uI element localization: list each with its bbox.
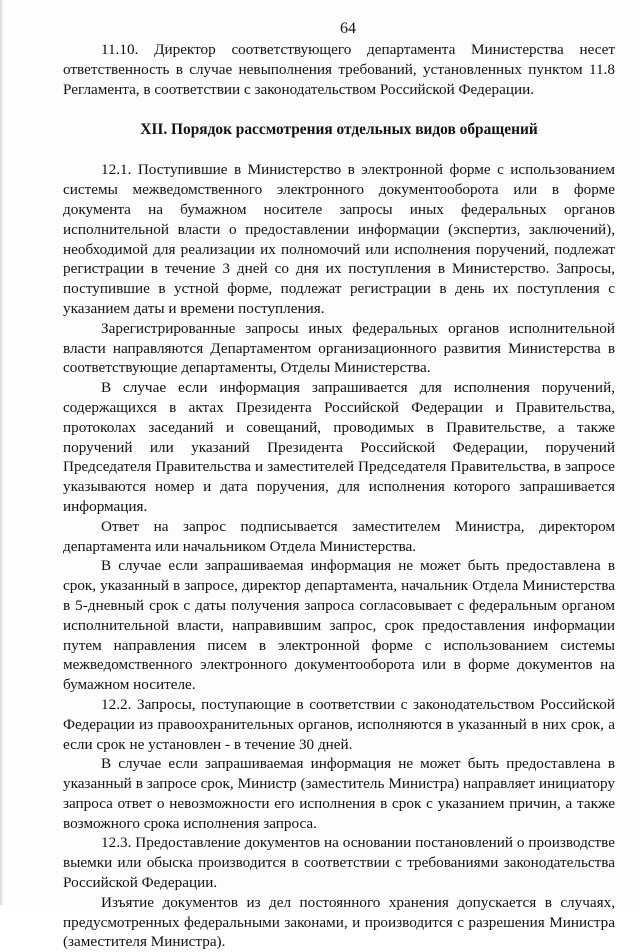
scan-edge [0,0,3,905]
paragraph-reply-signature: Ответ на запрос подписывается заместителем Министра, директором департамента или начальником Отдела Министерства. [63,517,615,555]
paragraph-11-10: 11.10. Директор соответствующего департамента Министерства несет ответственность в случае невыполнения требований, установленных пунктом 11.8 Регламента, в соответствии с законодательством Российской Федерации. [63,41,615,98]
paragraph-12-3: 12.3. Предоставление документов на основании постановлений о производстве выемки или обыска производится в соответствии с требованиями законодательства Российской Федерации. [63,834,615,892]
page-number: 64 [340,20,356,37]
page-content [63,40,615,952]
paragraph-impossible-deadline: В случае если запрашиваемая информация не может быть предоставлена в указанный в запросе срок, Министр (заместитель Министра) направляет инициатору запроса ответ о невозможности его исполнения в срок с указанием причин, а также возможного срока исполнения запроса. [63,755,615,832]
paragraph-deadline-agreement: В случае если запрашиваемая информация не может быть предоставлена в срок, указанный в запросе, директор департамента, начальник Отдела Министерства в 5-дневный срок с даты получения запроса согласовывает с федеральным органом исполнительной власти, направившим запрос, срок предоставления информации путем направления писем в электронной форме с использованием системы межведомственного электронного документооборота или в форме документов на бумажном носителе. [63,557,615,694]
paragraph-document-seizure: Изъятие документов из дел постоянного хранения допускается в случаях, предусмотренных федеральными законами, и производится с разрешения Министра (заместителя Министра). [63,893,615,951]
paragraph-12-2: 12.2. Запросы, поступающие в соответствии с законодательством Российской Федерации из правоохранительных органов, исполняются в указанный в них срок, а если срок не установлен - в течение 30 дней. [63,695,615,753]
paragraph-12-1: 12.1. Поступившие в Министерство в электронной форме с использованием системы межведомственного электронного документооборота или в форме документа на бумажном носителе запросы иных федеральных органов исполнительной власти о предоставлении информации (экспертиз, заключений), необходимой для реализации их полномочий или исполнения поручений, подлежат регистрации в течение 3 дней со дня их поступления в Министерство. Запросы, поступившие в устной форме, подлежат регистрации в день их поступления с указанием даты и времени поступления. [63,161,615,317]
paragraph-instructions-info: В случае если информация запрашивается для исполнения поручений, содержащихся в актах Президента Российской Федерации и Правительства, протоколах заседаний и совещаний, проводимых в Правительстве, а также поручений или указаний Президента Российской Федерации, поручений Председателя Правительства и заместителей Председателя Правительства, в запросе указываются номер и дата поручения, для исполнения которого запрашивается информация. [63,379,615,515]
section-heading: XII. Порядок рассмотрения отдельных видов обращений [140,121,538,139]
paragraph-registered-requests: Зарегистрированные запросы иных федеральных органов исполнительной власти направляются Департаментом организационного развития Министерства в соответствующие департаменты, Отделы Министерства. [63,319,615,377]
